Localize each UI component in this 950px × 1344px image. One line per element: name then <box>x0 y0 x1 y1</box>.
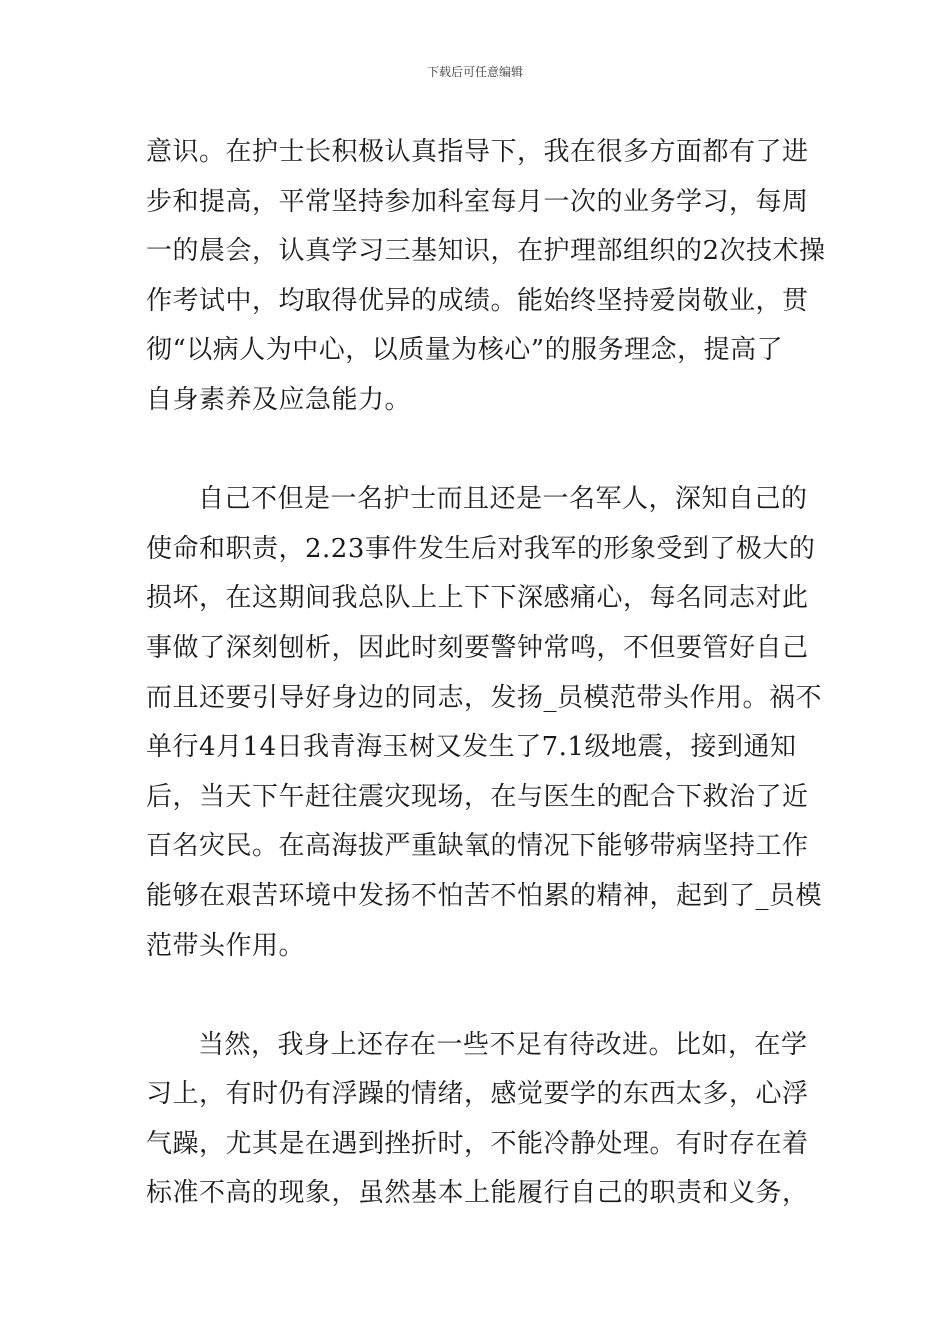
paragraph-2-line-5: 而且还要引导好身边的同志，发扬_员模范带头作用。祸不 <box>146 682 823 713</box>
paragraph-1-line-5: 彻“以病人为中心，以质量为核心”的服务理念，提高了 <box>146 335 784 366</box>
paragraph-2-line-8: 百名灾民。在高海拔严重缺氧的情况下能够带病坚持工作 <box>146 831 809 862</box>
paragraph-3-line-3: 气躁，尤其是在遇到挫折时，不能冷静处理。有时存在着 <box>146 1128 809 1159</box>
paragraph-3-line-1: 当然，我身上还存在一些不足有待改进。比如，在学 <box>198 1029 808 1060</box>
paragraph-1-line-4: 作考试中，均取得优异的成绩。能始终坚持爱岗敬业，贯 <box>146 285 809 316</box>
paragraph-2-line-3: 损坏，在这期间我总队上上下下深感痛心，每名同志对此 <box>146 583 809 614</box>
document-body <box>146 128 826 1219</box>
paragraph-2-line-1: 自己不但是一名护士而且还是一名军人，深知自己的 <box>198 484 808 515</box>
paragraph-2-line-4: 事做了深刻刨析，因此时刻要警钟常鸣，不但要管好自己 <box>146 632 809 663</box>
paragraph-1-line-2: 步和提高，平常坚持参加科室每月一次的业务学习，每周 <box>146 186 809 217</box>
paragraph-3-line-2: 习上，有时仍有浮躁的情绪，感觉要学的东西太多，心浮 <box>146 1079 809 1110</box>
paragraph-2-line-6: 单行4月14日我青海玉树又发生了7.1级地震，接到通知 <box>146 732 797 763</box>
paragraph-2-line-9: 能够在艰苦环境中发扬不怕苦不怕累的精神，起到了_员模 <box>146 880 823 911</box>
paragraph-3-line-4: 标准不高的现象，虽然基本上能履行自己的职责和义务， <box>146 1178 809 1209</box>
paragraph-2-line-10: 范带头作用。 <box>146 930 306 961</box>
paragraph-gap <box>146 426 810 476</box>
page-header: 下载后可任意编辑 <box>426 65 523 79</box>
paragraph-1-line-6: 自身素养及应急能力。 <box>146 384 412 415</box>
paragraph-2-line-7: 后，当天下午赶往震灾现场，在与医生的配合下救治了近 <box>146 781 809 812</box>
paragraph-gap <box>146 971 810 1021</box>
paragraph-1-line-1: 意识。在护士长积极认真指导下，我在很多方面都有了进 <box>146 137 809 167</box>
paragraph-1-line-3: 一的晨会，认真学习三基知识，在护理部组织的2次技术操 <box>146 236 826 267</box>
paragraph-2-line-2: 使命和职责，2.23事件发生后对我军的形象受到了极大的 <box>146 533 816 564</box>
